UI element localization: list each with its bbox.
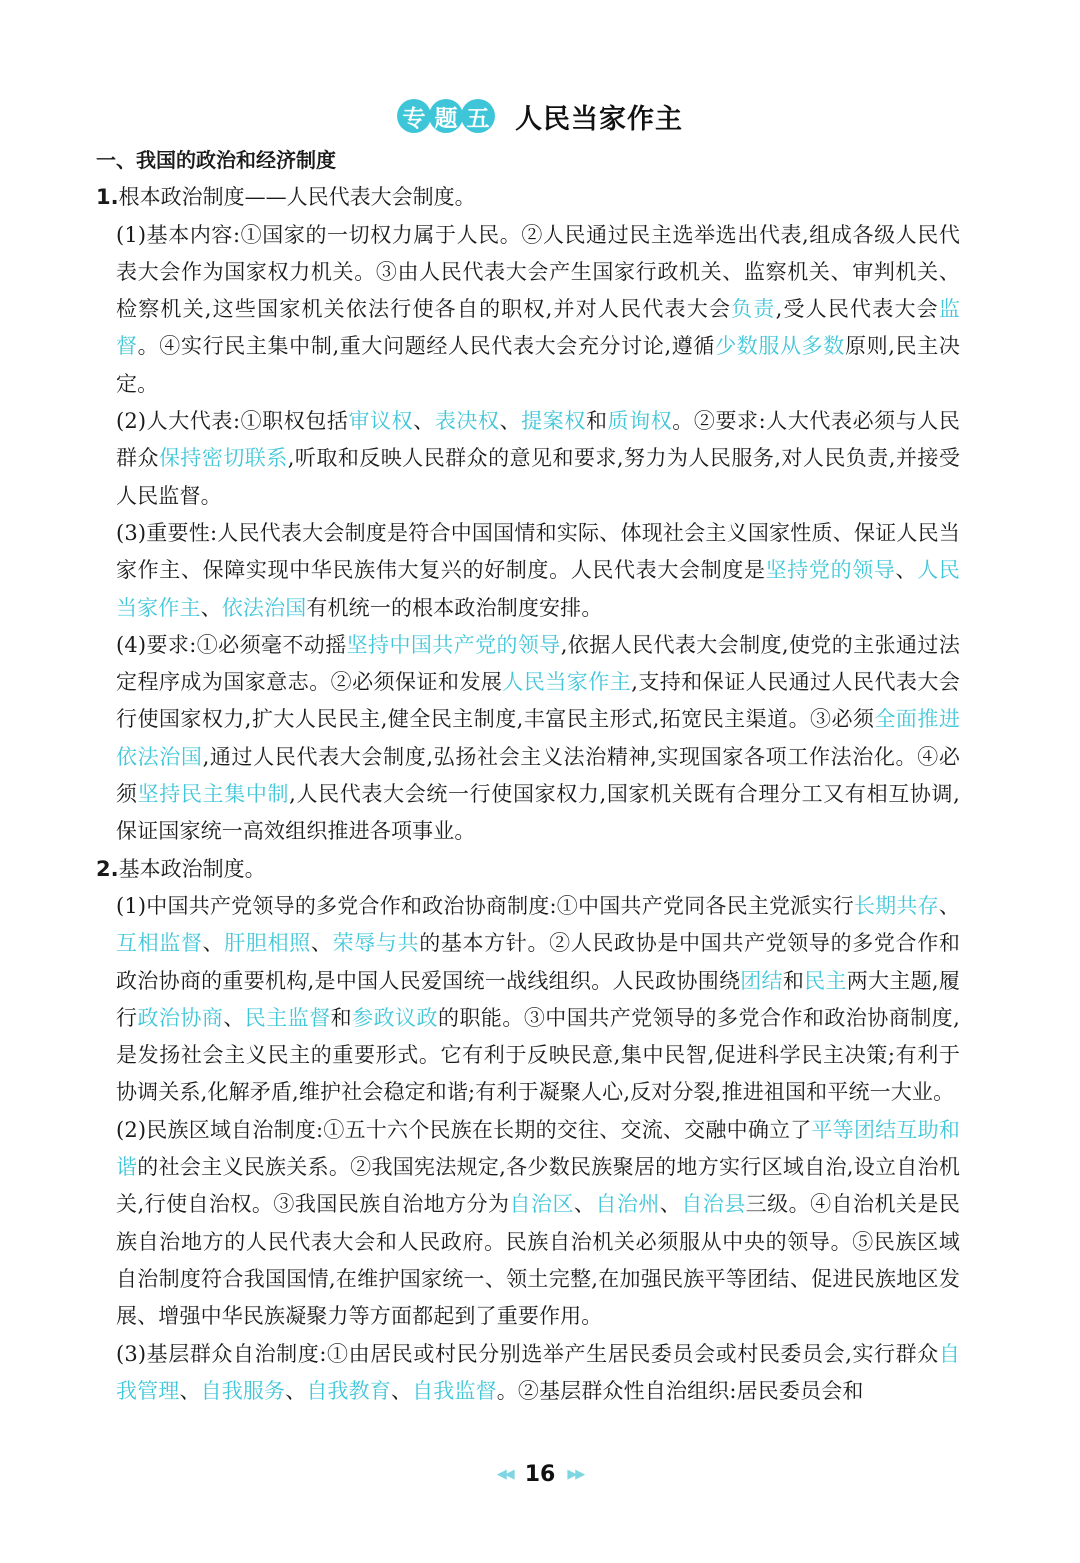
- text-run: ,受人民代表大会: [775, 297, 939, 322]
- text-run: 、: [938, 893, 960, 918]
- item-title: 基本政治制度。: [118, 856, 266, 881]
- highlighted-term: 自我管理: [116, 1341, 960, 1403]
- highlighted-term: 审议权: [348, 409, 414, 434]
- highlighted-term: 民主: [804, 968, 847, 993]
- text-run: 。②要求:人大代表必须与人民群众: [116, 409, 961, 471]
- highlighted-term: 自治州: [595, 1192, 660, 1217]
- text-run: ,通过人民代表大会制度,弘扬社会主义法治精神,实现国家各项工作法治化。④必须: [116, 744, 960, 807]
- text-run: 、: [390, 1378, 413, 1403]
- text-run: (1)基本内容:①国家的一切权力属于人民。②人民通过民主选举选出代表,组成各级人民代表大会作为国家权力机关。③由人民代表大会产生国家行政机关、监察机关、审判机关、检察机关,这些国家机关依法行使各自的职权,并对人民代表大会: [116, 222, 960, 322]
- paragraph: [116, 403, 960, 515]
- page-footer: [0, 1458, 1080, 1490]
- highlighted-term: 互相监督: [116, 931, 203, 956]
- paragraph: [116, 888, 960, 1112]
- paragraph: [116, 1112, 960, 1336]
- text-run: 、: [895, 558, 918, 583]
- item-number: 1.: [96, 185, 119, 210]
- section-heading: 一、我国的政治和经济制度: [96, 148, 336, 172]
- right-arrows-icon: ▶▶: [567, 1466, 584, 1482]
- highlighted-term: 荣辱与共: [332, 931, 420, 956]
- item-heading: [96, 179, 960, 216]
- highlighted-term: 依法治国: [221, 595, 307, 620]
- text-run: (4)要求:①必须毫不动摇: [116, 632, 347, 657]
- text-run: 和: [585, 409, 608, 434]
- text-run: 两大主题,履行: [116, 968, 960, 1030]
- badge-char: 五: [461, 99, 495, 133]
- text-run: 、: [179, 1378, 201, 1403]
- text-run: 、: [659, 1192, 682, 1217]
- highlighted-term: 政治协商: [137, 1005, 224, 1030]
- main-content: [96, 142, 960, 1410]
- item-number: 2.: [96, 856, 119, 881]
- highlighted-term: 负责: [731, 297, 776, 322]
- highlighted-term: 自治区: [509, 1192, 574, 1217]
- text-run: 的职能。③中国共产党领导的多党合作和政治协商制度,是发扬社会主义民主的重要形式。它有利于反映民意,集中民智,促进科学民主决策;有利于协调关系,化解矛盾,维护社会稳定和谐;有利于凝聚人心,反对分裂,推进祖国和平统一大业。: [116, 1005, 960, 1105]
- text-run: 有机统一的根本政治制度安排。: [306, 595, 603, 620]
- text-run: (2)人大代表:①职权包括: [116, 409, 349, 434]
- highlighted-term: 自我教育: [306, 1378, 391, 1403]
- text-run: 、: [223, 1005, 245, 1030]
- highlighted-term: 自治县: [681, 1192, 746, 1217]
- paragraph: [116, 627, 960, 851]
- text-run: 原则,民主决定。: [116, 334, 960, 396]
- text-run: 、: [285, 1378, 307, 1403]
- text-run: ,依据人民代表大会制度,使党的主张通过法定程序成为国家意志。②必须保证和发展: [116, 632, 960, 695]
- highlighted-term: 保持密切联系: [158, 446, 288, 471]
- highlighted-term: 肝胆相照: [224, 931, 311, 956]
- text-run: (3)基层群众自治制度:①由居民或村民分别选举产生居民委员会或村民委员会,实行群众: [116, 1341, 939, 1366]
- highlighted-term: 长期共存: [853, 893, 939, 918]
- text-run: 。②基层群众性自治组织:居民委员会和: [496, 1378, 864, 1403]
- text-run: (1)中国共产党领导的多党合作和政治协商制度:①中国共产党同各民主党派实行: [116, 893, 854, 918]
- text-run: 、: [499, 409, 522, 434]
- highlighted-term: 监督: [116, 297, 960, 359]
- text-run: 和: [330, 1005, 353, 1030]
- highlighted-term: 自我监督: [412, 1378, 497, 1403]
- text-run: 、: [413, 409, 435, 434]
- topic-header: [0, 94, 1080, 138]
- highlighted-term: 团结: [740, 968, 783, 993]
- text-run: 、: [200, 595, 222, 620]
- text-run: (3)重要性:人民代表大会制度是符合中国国情和实际、体现社会主义国家性质、保证人民当家作主、保障实现中华民族伟大复兴的好制度。人民代表大会制度是: [116, 520, 960, 583]
- highlighted-term: 人民当家作主: [502, 670, 632, 695]
- left-arrows-icon: ◀◀: [496, 1466, 513, 1482]
- highlighted-term: 自我服务: [200, 1378, 286, 1403]
- text-run: 和: [782, 968, 805, 993]
- highlighted-term: 全面推进依法治国: [116, 707, 960, 769]
- text-run: 、: [310, 931, 333, 956]
- highlighted-term: 平等团结互助和谐: [116, 1117, 960, 1180]
- paragraph: [116, 515, 960, 627]
- text-run: 。④实行民主集中制,重大问题经人民代表大会充分讨论,遵循: [137, 334, 716, 359]
- paragraph: [116, 1336, 960, 1411]
- badge-char: 题: [429, 99, 463, 133]
- text-run: 的基本方针。②人民政协是中国共产党领导的多党合作和政治协商的重要机构,是中国人民爱国统一战线组织。人民政协围绕: [116, 931, 961, 993]
- highlighted-term: 表决权: [434, 409, 500, 434]
- highlighted-term: 质询权: [607, 409, 673, 434]
- text-run: ,听取和反映人民群众的意见和要求,努力为人民服务,对人民负责,并接受人民监督。: [116, 446, 960, 508]
- paragraph: [116, 217, 960, 403]
- highlighted-term: 少数服从多数: [715, 334, 845, 359]
- text-run: 、: [202, 931, 225, 956]
- highlighted-term: 坚持中国共产党的领导: [346, 632, 561, 657]
- text-run: 的社会主义民族关系。②我国宪法规定,各少数民族聚居的地方实行区域自治,设立自治机关,行使自治权。③我国民族自治地方分为: [116, 1155, 960, 1217]
- topic-title: 人民当家作主: [515, 103, 683, 135]
- highlighted-term: 提案权: [521, 409, 586, 434]
- highlighted-term: 人民当家作主: [116, 558, 960, 620]
- item-heading: [96, 851, 960, 888]
- text-run: (2)民族区域自治制度:①五十六个民族在长期的交往、交流、交融中确立了: [116, 1117, 812, 1142]
- text-run: ,人民代表大会统一行使国家权力,国家机关既有合理分工又有相互协调,保证国家统一高效组织推进各项事业。: [116, 782, 960, 844]
- topic-badge: [397, 99, 493, 133]
- text-run: ,支持和保证人民通过人民代表大会行使国家权力,扩大人民民主,健全民主制度,丰富民主形式,拓宽民主渠道。③必须: [116, 670, 960, 732]
- highlighted-term: 坚持党的领导: [765, 558, 896, 583]
- badge-char: 专: [397, 99, 431, 133]
- page-number: 16: [524, 1461, 556, 1487]
- text-run: 、: [573, 1192, 596, 1217]
- text-run: 三级。④自治机关是民族自治地方的人民代表大会和人民政府。民族自治机关必须服从中央的领导。⑤民族区域自治制度符合我国国情,在维护国家统一、领土完整,在加强民族平等团结、促进民族地区发展、增强中华民族凝聚力等方面都起到了重要作用。: [116, 1192, 961, 1329]
- highlighted-term: 坚持民主集中制: [137, 782, 290, 807]
- highlighted-term: 民主监督: [244, 1005, 331, 1030]
- item-title: 根本政治制度——人民代表大会制度。: [118, 185, 476, 210]
- highlighted-term: 参政议政: [352, 1005, 438, 1030]
